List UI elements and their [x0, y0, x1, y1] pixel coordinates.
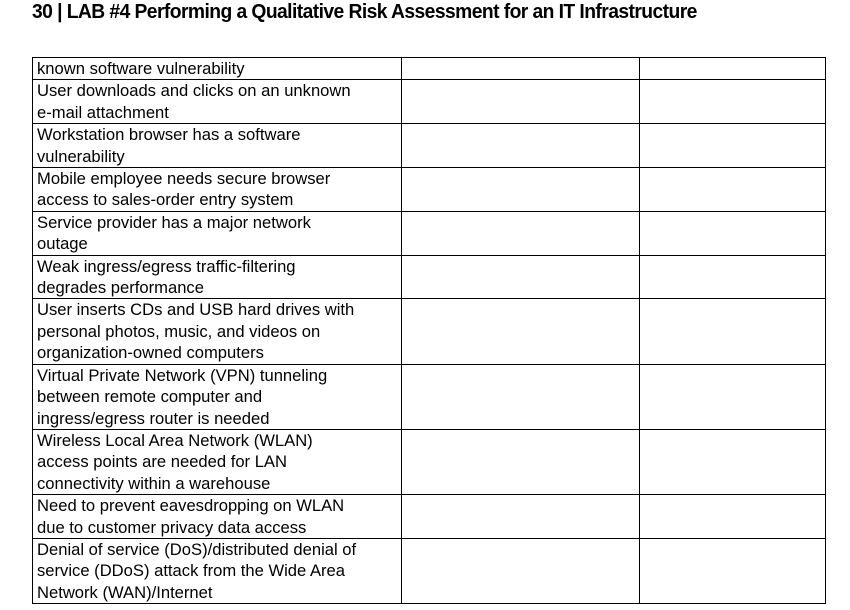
cell-text-line: ingress/egress router is needed [37, 408, 270, 428]
empty-cell[interactable] [402, 364, 640, 429]
cell-text-line: Virtual Private Network (VPN) tunneling [37, 365, 328, 385]
empty-cell[interactable] [402, 58, 640, 80]
empty-cell[interactable] [640, 429, 826, 494]
empty-cell[interactable] [402, 80, 640, 124]
risk-assessment-table [32, 57, 826, 604]
table-row [33, 211, 826, 255]
empty-cell[interactable] [640, 538, 826, 603]
risk-event-cell [33, 211, 402, 255]
risk-event-cell [33, 124, 402, 168]
cell-text-line: User inserts CDs and USB hard drives with [37, 300, 355, 320]
empty-cell[interactable] [402, 538, 640, 603]
empty-cell[interactable] [402, 299, 640, 364]
cell-text-line: User downloads and clicks on an unknown [37, 81, 351, 101]
cell-text-line: known software vulnerability [37, 59, 245, 78]
risk-event-cell [33, 255, 402, 299]
cell-text-line: Workstation browser has a software [37, 125, 301, 145]
cell-text-line: vulnerability [37, 146, 125, 166]
risk-event-cell [33, 58, 402, 80]
empty-cell[interactable] [402, 429, 640, 494]
table-row [33, 364, 826, 429]
cell-text-line: Wireless Local Area Network (WLAN) [37, 430, 313, 450]
table-row [33, 429, 826, 494]
risk-event-cell [33, 80, 402, 124]
empty-cell[interactable] [402, 211, 640, 255]
table-body [33, 58, 826, 604]
empty-cell[interactable] [640, 364, 826, 429]
empty-cell[interactable] [640, 58, 826, 80]
table-row [33, 538, 826, 603]
empty-cell[interactable] [640, 211, 826, 255]
risk-event-cell [33, 364, 402, 429]
table-row [33, 495, 826, 539]
cell-text-line: service (DDoS) attack from the Wide Area [37, 561, 346, 581]
empty-cell[interactable] [402, 495, 640, 539]
empty-cell[interactable] [640, 80, 826, 124]
table-row [33, 80, 826, 124]
cell-text-line: connectivity within a warehouse [37, 473, 271, 493]
empty-cell[interactable] [640, 168, 826, 212]
cell-text-line: Denial of service (DoS)/distributed denial of [37, 539, 357, 559]
cell-text-line: Need to prevent eavesdropping on WLAN [37, 496, 345, 516]
cell-text-line: Service provider has a major network [37, 212, 311, 232]
table-row [33, 124, 826, 168]
empty-cell[interactable] [640, 124, 826, 168]
page-header: 30 | LAB #4 Performing a Qualitative Risk Assessment for an IT Infrastructure [32, 0, 697, 23]
empty-cell[interactable] [640, 495, 826, 539]
table-row [33, 299, 826, 364]
risk-event-cell [33, 168, 402, 212]
cell-text-line: Weak ingress/egress traffic-filtering [37, 256, 296, 276]
cell-text-line: access to sales-order entry system [37, 190, 294, 210]
risk-event-cell [33, 299, 402, 364]
cell-text-line: degrades performance [37, 278, 204, 298]
empty-cell[interactable] [640, 299, 826, 364]
cell-text-line: outage [37, 234, 88, 254]
cell-text-line: organization-owned computers [37, 343, 264, 363]
risk-event-cell [33, 429, 402, 494]
cell-text-line: Network (WAN)/Internet [37, 582, 213, 602]
empty-cell[interactable] [402, 124, 640, 168]
risk-event-cell [33, 495, 402, 539]
table-row [33, 168, 826, 212]
cell-text-line: between remote computer and [37, 387, 263, 407]
empty-cell[interactable] [402, 255, 640, 299]
cell-text-line: e-mail attachment [37, 102, 169, 122]
cell-text-line: Mobile employee needs secure browser [37, 169, 331, 189]
cell-text-line: due to customer privacy data access [37, 517, 307, 537]
empty-cell[interactable] [640, 255, 826, 299]
empty-cell[interactable] [402, 168, 640, 212]
table-row [33, 255, 826, 299]
cell-text-line: access points are needed for LAN [37, 452, 287, 472]
cell-text-line: personal photos, music, and videos on [37, 321, 321, 341]
table-row [33, 58, 826, 80]
risk-event-cell [33, 538, 402, 603]
